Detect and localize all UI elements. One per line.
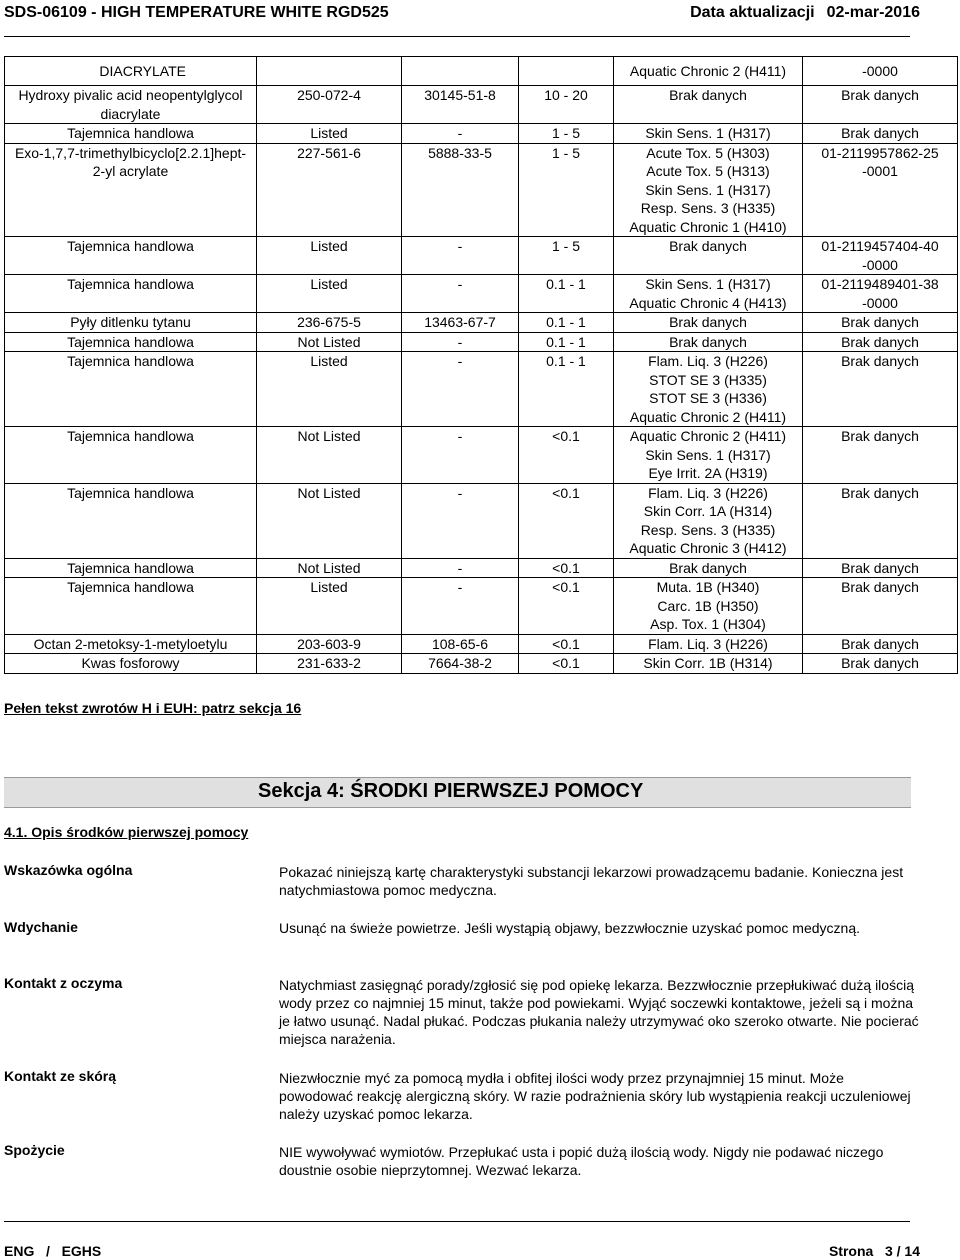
weight-percent-cell: 1 - 5 xyxy=(519,124,614,144)
substance-name-cell: Exo-1,7,7-trimethylbicyclo[2.2.1]hept- 2-yl acrylate xyxy=(5,143,257,237)
reach-registration-cell: Brak danych xyxy=(803,332,958,352)
classification-cell: Acute Tox. 5 (H303) Acute Tox. 5 (H313) Skin Sens. 1 (H317) Resp. Sens. 3 (H335) Aquatic Chronic 1 (H410) xyxy=(614,143,803,237)
ec-number-cell: Not Listed xyxy=(257,332,402,352)
classification-cell: Brak danych xyxy=(614,332,803,352)
footer-page-number: Strona 3 / 14 xyxy=(828,1243,920,1259)
classification-cell: Flam. Liq. 3 (H226) xyxy=(614,634,803,654)
cas-number-cell: - xyxy=(402,352,519,427)
weight-percent-cell: <0.1 xyxy=(519,427,614,484)
subsection-4-1-title: 4.1. Opis środków pierwszej pomocy xyxy=(4,824,249,840)
reach-registration-cell: Brak danych xyxy=(803,86,958,124)
full-text-note: Pełen tekst zwrotów H i EUH: patrz sekcja 16 xyxy=(4,700,302,716)
composition-row xyxy=(5,558,958,578)
reach-registration-cell: Brak danych xyxy=(803,124,958,144)
first-aid-eye-contact-label: Kontakt z oczyma xyxy=(4,975,123,991)
composition-row xyxy=(5,634,958,654)
substance-name-cell: Octan 2-metoksy-1-metyloetylu xyxy=(5,634,257,654)
ec-number-cell: 231-633-2 xyxy=(257,654,402,674)
reach-registration-cell: Brak danych xyxy=(803,352,958,427)
reach-registration-cell: Brak danych xyxy=(803,313,958,333)
ec-number-cell: 236-675-5 xyxy=(257,313,402,333)
substance-name-cell: Tajemnica handlowa xyxy=(5,124,257,144)
ec-number-cell: Not Listed xyxy=(257,427,402,484)
substance-name-cell: Kwas fosforowy xyxy=(5,654,257,674)
weight-percent-cell: 0.1 - 1 xyxy=(519,332,614,352)
footer-divider xyxy=(4,1221,910,1222)
cas-number-cell: - xyxy=(402,332,519,352)
weight-percent-cell: <0.1 xyxy=(519,578,614,635)
revision-date-label: Data aktualizacji xyxy=(690,4,815,21)
composition-row xyxy=(5,57,958,86)
weight-percent-cell: 0.1 - 1 xyxy=(519,313,614,333)
cas-number-cell: - xyxy=(402,578,519,635)
section-4-title: Sekcja 4: ŚRODKI PIERWSZEJ POMOCY xyxy=(258,780,644,802)
first-aid-general-text: Pokazać niniejszą kartę charakterystyki substancji lekarzowi prowadzącemu badanie. Konieczna jest natychmiastowa pomoc medyczna. xyxy=(279,864,904,898)
weight-percent-cell: 0.1 - 1 xyxy=(519,352,614,427)
cas-number-cell: - xyxy=(402,275,519,313)
cas-number-cell: 30145-51-8 xyxy=(402,86,519,124)
classification-cell: Skin Sens. 1 (H317) Aquatic Chronic 4 (H413) xyxy=(614,275,803,313)
first-aid-eye-contact-text: Natychmiast zasięgnąć porady/zgłosić się pod opiekę lekarza. Bezzwłocznie przepłukiwać dużą ilością wody przez co najmniej 15 minut, także pod powiekami. Wyjąć soczewki kontaktowe, jeżeli są i można je łatwo usunąć. Nadal płukać. Podczas płukania należy utrzymywać oko szeroko otwarte. Nie pocierać miejsca narażenia. xyxy=(279,977,919,1047)
classification-cell: Brak danych xyxy=(614,237,803,275)
substance-name-cell: Tajemnica handlowa xyxy=(5,237,257,275)
ec-number-cell: 227-561-6 xyxy=(257,143,402,237)
classification-cell: Brak danych xyxy=(614,86,803,124)
ec-number-cell: 203-603-9 xyxy=(257,634,402,654)
classification-cell: Skin Corr. 1B (H314) xyxy=(614,654,803,674)
composition-row xyxy=(5,483,958,558)
reach-registration-cell: -0000 xyxy=(803,57,958,86)
header-document-title xyxy=(4,4,389,22)
substance-name-cell: Tajemnica handlowa xyxy=(5,332,257,352)
substance-name-cell: Tajemnica handlowa xyxy=(5,352,257,427)
substance-name-cell: Pyły ditlenku tytanu xyxy=(5,313,257,333)
cas-number-cell: - xyxy=(402,483,519,558)
ec-number-cell: Not Listed xyxy=(257,558,402,578)
header-revision-date xyxy=(690,4,920,22)
product-name: HIGH TEMPERATURE WHITE RGD525 xyxy=(100,4,389,21)
weight-percent-cell: <0.1 xyxy=(519,483,614,558)
classification-cell: Flam. Liq. 3 (H226) Skin Corr. 1A (H314) Resp. Sens. 3 (H335) Aquatic Chronic 3 (H412) xyxy=(614,483,803,558)
classification-cell: Brak danych xyxy=(614,558,803,578)
weight-percent-cell: <0.1 xyxy=(519,558,614,578)
reach-registration-cell: 01-2119957862-25 -0001 xyxy=(803,143,958,237)
substance-name-cell: DIACRYLATE xyxy=(5,57,257,86)
weight-percent-cell: <0.1 xyxy=(519,654,614,674)
reach-registration-cell: Brak danych xyxy=(803,634,958,654)
cas-number-cell: - xyxy=(402,237,519,275)
ec-number-cell: Listed xyxy=(257,578,402,635)
composition-table-body xyxy=(5,57,958,674)
reach-registration-cell: Brak danych xyxy=(803,654,958,674)
footer-language-format: ENG / EGHS xyxy=(4,1243,102,1259)
cas-number-cell: 108-65-6 xyxy=(402,634,519,654)
weight-percent-cell xyxy=(519,57,614,86)
first-aid-ingestion-label: Spożycie xyxy=(4,1142,65,1158)
composition-row xyxy=(5,275,958,313)
header-divider xyxy=(4,36,910,37)
substance-name-cell: Hydroxy pivalic acid neopentylglycol diacrylate xyxy=(5,86,257,124)
composition-row xyxy=(5,313,958,333)
composition-row xyxy=(5,86,958,124)
first-aid-skin-contact-text: Niezwłocznie myć za pomocą mydła i obfitej ilości wody przez przynajmniej 15 minut. Może powodować reakcję alergiczną skóry. W razie podrażnienia skóry lub wystąpienia reakcji uczuleniowej należy uzyskać pomoc lekarza. xyxy=(279,1070,911,1122)
substance-name-cell: Tajemnica handlowa xyxy=(5,275,257,313)
first-aid-general-label: Wskazówka ogólna xyxy=(4,862,133,878)
ec-number-cell: Listed xyxy=(257,237,402,275)
weight-percent-cell: <0.1 xyxy=(519,634,614,654)
substance-name-cell: Tajemnica handlowa xyxy=(5,483,257,558)
composition-row xyxy=(5,578,958,635)
weight-percent-cell: 10 - 20 xyxy=(519,86,614,124)
weight-percent-cell: 1 - 5 xyxy=(519,237,614,275)
composition-row xyxy=(5,124,958,144)
reach-registration-cell: 01-2119457404-40 -0000 xyxy=(803,237,958,275)
composition-row xyxy=(5,237,958,275)
cas-number-cell: 13463-67-7 xyxy=(402,313,519,333)
classification-cell: Skin Sens. 1 (H317) xyxy=(614,124,803,144)
first-aid-ingestion-text: NIE wywoływać wymiotów. Przepłukać usta i popić dużą ilością wody. Nigdy nie podawać niczego doustnie osobie nieprzytomnej. Wezwać lekarza. xyxy=(279,1144,884,1178)
reach-registration-cell: Brak danych xyxy=(803,578,958,635)
classification-cell: Flam. Liq. 3 (H226) STOT SE 3 (H335) STOT SE 3 (H336) Aquatic Chronic 2 (H411) xyxy=(614,352,803,427)
substance-name-cell: Tajemnica handlowa xyxy=(5,558,257,578)
ec-number-cell: Not Listed xyxy=(257,483,402,558)
ec-number-cell: 250-072-4 xyxy=(257,86,402,124)
weight-percent-cell: 0.1 - 1 xyxy=(519,275,614,313)
cas-number-cell: - xyxy=(402,558,519,578)
first-aid-inhalation-text: Usunąć na świeże powietrze. Jeśli wystąpią objawy, bezzwłocznie uzyskać pomoc medyczną. xyxy=(279,920,860,936)
ec-number-cell: Listed xyxy=(257,352,402,427)
cas-number-cell: - xyxy=(402,124,519,144)
reach-registration-cell: Brak danych xyxy=(803,483,958,558)
ec-number-cell xyxy=(257,57,402,86)
composition-table xyxy=(4,56,958,674)
reach-registration-cell: Brak danych xyxy=(803,427,958,484)
ec-number-cell: Listed xyxy=(257,275,402,313)
substance-name-cell: Tajemnica handlowa xyxy=(5,427,257,484)
cas-number-cell: 7664-38-2 xyxy=(402,654,519,674)
first-aid-skin-contact-label: Kontakt ze skórą xyxy=(4,1068,117,1084)
classification-cell: Brak danych xyxy=(614,313,803,333)
weight-percent-cell: 1 - 5 xyxy=(519,143,614,237)
substance-name-cell: Tajemnica handlowa xyxy=(5,578,257,635)
ec-number-cell: Listed xyxy=(257,124,402,144)
composition-row xyxy=(5,654,958,674)
reach-registration-cell: Brak danych xyxy=(803,558,958,578)
cas-number-cell: - xyxy=(402,427,519,484)
reach-registration-cell: 01-2119489401-38 -0000 xyxy=(803,275,958,313)
cas-number-cell xyxy=(402,57,519,86)
classification-cell: Aquatic Chronic 2 (H411) Skin Sens. 1 (H317) Eye Irrit. 2A (H319) xyxy=(614,427,803,484)
revision-date-value: 02-mar-2016 xyxy=(826,4,920,21)
doc-id: SDS-06109 - xyxy=(4,4,97,21)
composition-row xyxy=(5,143,958,237)
first-aid-inhalation-label: Wdychanie xyxy=(4,919,78,935)
composition-row xyxy=(5,352,958,427)
section-4-header-bar xyxy=(4,777,911,808)
composition-row xyxy=(5,427,958,484)
classification-cell: Muta. 1B (H340) Carc. 1B (H350) Asp. Tox. 1 (H304) xyxy=(614,578,803,635)
cas-number-cell: 5888-33-5 xyxy=(402,143,519,237)
classification-cell: Aquatic Chronic 2 (H411) xyxy=(614,57,803,86)
composition-row xyxy=(5,332,958,352)
